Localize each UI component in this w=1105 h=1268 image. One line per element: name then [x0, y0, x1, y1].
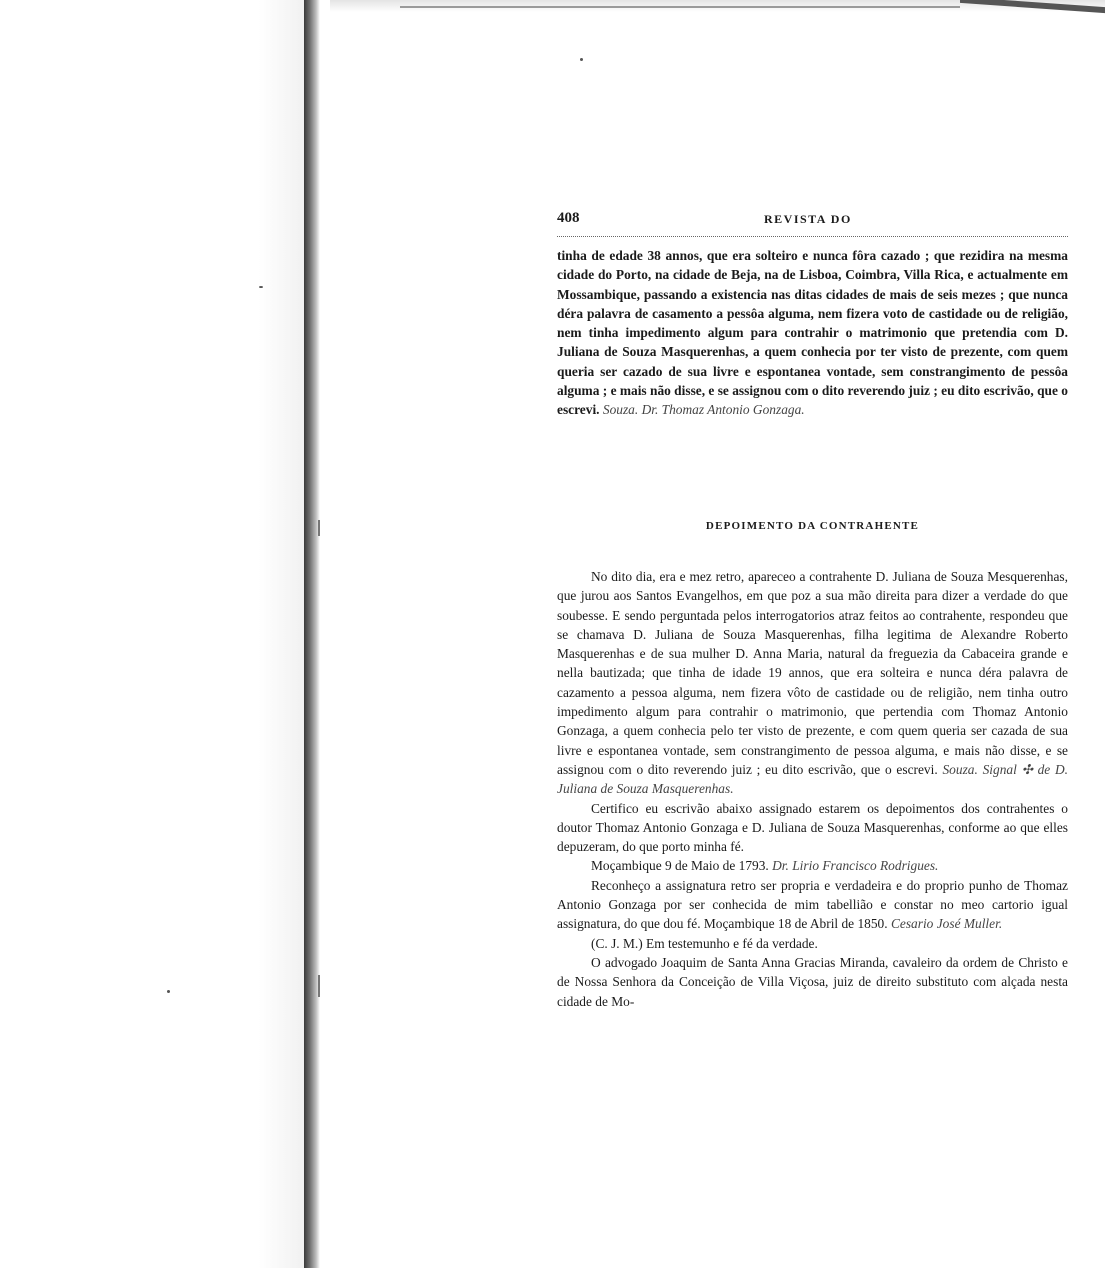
page-header [557, 210, 1068, 237]
page-number: 408 [557, 210, 580, 226]
deposition-signatures: Souza. Signal ✣ de D. Juliana de Souza Masquerenhas. [557, 761, 1068, 797]
continuation-signatures: Souza. Dr. Thomaz Antonio Gonzaga. [602, 402, 805, 418]
scan-top-line [400, 6, 960, 8]
scan-speck [259, 286, 263, 288]
scan-speck [580, 58, 583, 61]
running-head: REVISTA DO [764, 212, 852, 226]
scan-speck [167, 990, 170, 993]
recognition-paragraph [557, 876, 1068, 934]
continuation-block [557, 246, 1068, 420]
section-body [557, 567, 1068, 1011]
continuation-paragraph [557, 246, 1068, 420]
section-heading: DEPOIMENTO DA CONTRAHENTE [705, 520, 920, 532]
testimony-paragraph: (C. J. M.) Em testemunho e fé da verdade. [591, 935, 818, 951]
continuation-text: tinha de edade 38 annos, que era solteiro e nunca fôra cazado ; que rezidira na mesma cidade do Porto, na cidade de Beja, na de Lisboa, Coimbra, Villa Rica, e actualmente em Mossambique, passando a existencia nas ditas cidades de mais de seis mezes ; que nunca déra palavra de casamento a pessôa alguma, nem fizera voto de castidade ou de religião, nem tinha impedimento algum para contrahir o matrimonio que pretendia com D. Juliana de Souza Masquerenhas, a quem conhecia por ter visto de prezente, com quem queria ser cazado de sua livre e espontanea vontade, sem constrangimento de pessôa alguma ; e mais não disse, e se assignou com o dito reverendo juiz ; eu dito escrivão, que o escrevi. [557, 248, 1068, 418]
scan-mark [318, 520, 320, 536]
book-gutter [304, 0, 320, 1268]
certification-paragraph: Certifico eu escrivão abaixo assignado estarem os depoimentos dos contrahentes o doutor Thomaz Antonio Gonzaga e D. Juliana de Souza Masquerenhas, conforme ao que elles depuzeram, do que porto minha fé. [557, 800, 1068, 855]
recognition-signature: Cesario José Muller. [890, 916, 1003, 932]
scan-margin [0, 0, 304, 1268]
final-paragraph: O advogado Joaquim de Santa Anna Gracias Miranda, cavaleiro da ordem de Christo e de Nossa Senhora da Conceição de Villa Viçosa, juiz de direito substituto com alçada nesta cidade de Mo- [557, 954, 1068, 1009]
date-line: Moçambique 9 de Maio de 1793. [591, 858, 769, 874]
deposition-text: No dito dia, era e mez retro, apareceo a contrahente D. Juliana de Souza Mesquerenhas, que jurou aos Santos Evangelhos, em que poz a sua mão direita para dizer a verdade do que soubesse. E sendo perguntada pelos interrogatorios atraz feitos ao contrahente, respondeu que se chamava D. Juliana de Souza Masquerenhas, filha legitima de Alexandre Roberto Masquerenhas e de sua mulher D. Anna Maria, natural da freguezia da Cabaceira grande e nella bautizada; que tinha de idade 19 annos, que era solteira e nunca déra palavra de cazamento a pessoa alguma, nem fizera vôto de castidade ou de religião, nem tinha outro impedimento algum para contrahir o matrimonio, que pertendia com Thomaz Antonio Gonzaga, a quem conhecia pelo ter visto de prezente, e com quem queria ser cazada de sua livre e espontanea vontade, sem constrangimento de pessoa alguma, e mais não disse, e se assignou com o dito reverendo juiz ; eu dito escrivão, que o escrevi. [557, 569, 1068, 777]
recognition-text: Reconheço a assignatura retro ser propria e verdadeira e do proprio punho de Thomaz Antonio Gonzaga por ser conhecida de mim tabellião e constar no meo cartorio igual assignatura, do que dou fé. Moçambique 18 de Abril de 1850. [557, 877, 1068, 932]
date-paragraph [557, 856, 1068, 875]
scan-mark [318, 975, 320, 997]
date-signature: Dr. Lirio Francisco Rodrigues. [772, 858, 939, 874]
deposition-paragraph [557, 567, 1068, 799]
